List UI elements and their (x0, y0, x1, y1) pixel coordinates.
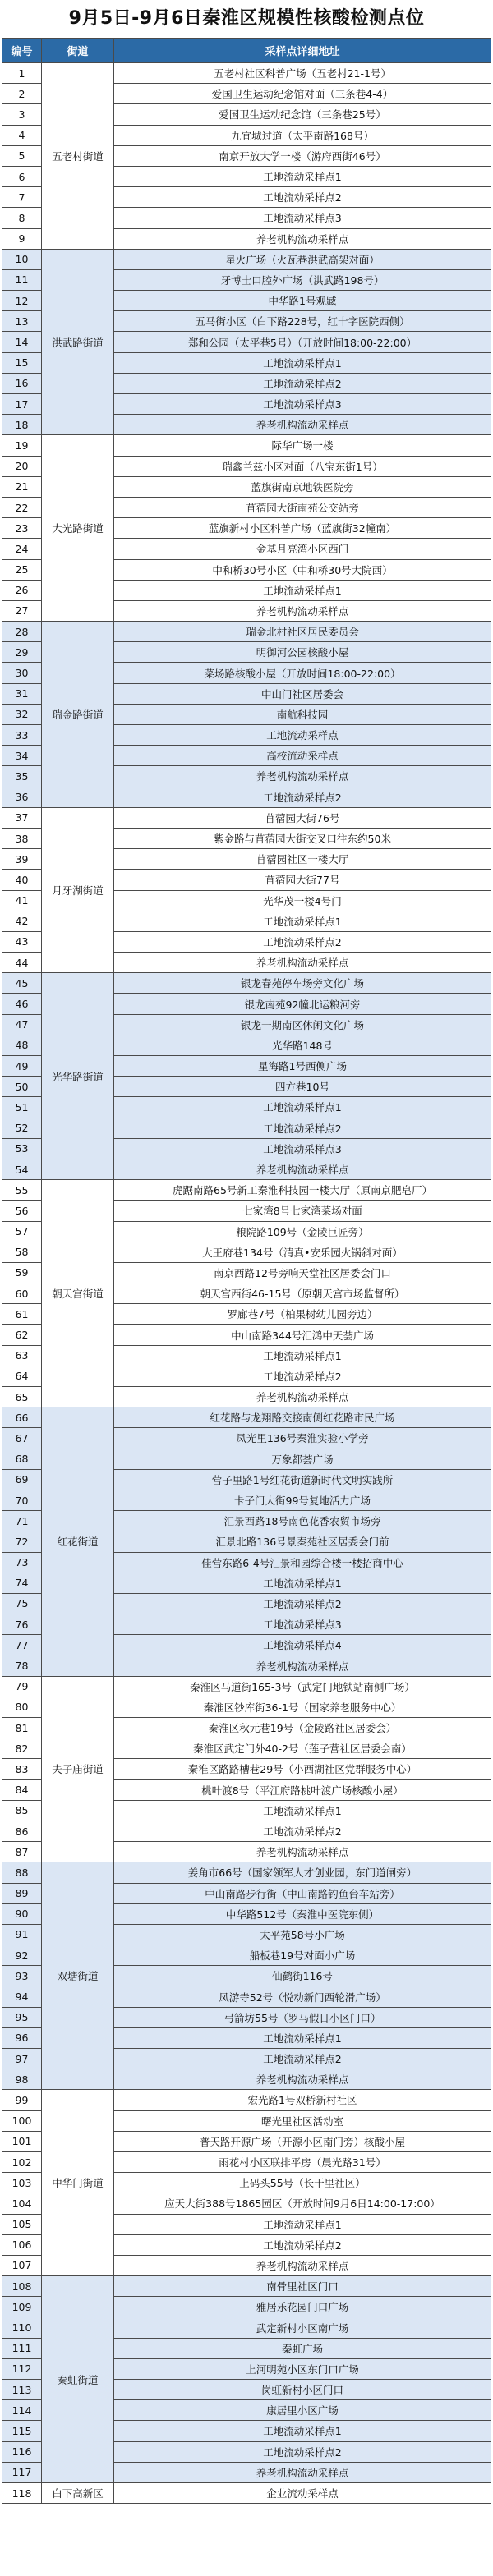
site-address: 曙光里社区活动室 (114, 2110, 491, 2131)
table-row (2, 435, 491, 456)
site-address: 工地流动采样点3 (114, 394, 491, 415)
row-number: 47 (2, 1014, 42, 1035)
row-number: 31 (2, 683, 42, 704)
row-number: 29 (2, 642, 42, 663)
site-address: 光华路148号 (114, 1035, 491, 1055)
row-number: 7 (2, 187, 42, 208)
row-number: 97 (2, 2049, 42, 2069)
site-address: 工地流动采样点1 (114, 1345, 491, 1366)
site-address: 星海路1号西侧广场 (114, 1056, 491, 1077)
row-number: 115 (2, 2421, 42, 2441)
street-cell: 洪武路街道 (42, 249, 114, 435)
site-address: 五老村社区科普广场（五老村21-1号） (114, 63, 491, 84)
site-address: 金基月亮湾小区西门 (114, 539, 491, 559)
row-number: 81 (2, 1718, 42, 1738)
row-number: 8 (2, 208, 42, 228)
site-address: 养老机构流动采样点 (114, 1842, 491, 1862)
site-address: 雨花村小区联排平房（晨光路31号） (114, 2151, 491, 2172)
site-address: 银龙南苑92幢北运粮河旁 (114, 994, 491, 1014)
site-address: 仙鹤街116号 (114, 1966, 491, 1986)
site-address: 工地流动采样点2 (114, 2049, 491, 2069)
site-address: 秦淮区钞库街36-1号（国家养老服务中心） (114, 1697, 491, 1717)
header-street: 街道 (42, 39, 114, 63)
site-address: 养老机构流动采样点 (114, 2069, 491, 2090)
site-address: 苜蓿园大街76号 (114, 807, 491, 828)
row-number: 56 (2, 1201, 42, 1221)
row-number: 46 (2, 994, 42, 1014)
row-number: 112 (2, 2358, 42, 2379)
row-number: 64 (2, 1366, 42, 1386)
row-number: 26 (2, 580, 42, 600)
site-address: 工地流动采样点1 (114, 911, 491, 931)
row-number: 14 (2, 332, 42, 352)
header-number: 编号 (2, 39, 42, 63)
row-number: 95 (2, 2007, 42, 2027)
row-number: 54 (2, 1159, 42, 1179)
row-number: 24 (2, 539, 42, 559)
site-address: 南京开放大学一楼（游府西街46号） (114, 145, 491, 166)
table-row (2, 973, 491, 994)
row-number: 20 (2, 456, 42, 476)
site-address: 四方巷10号 (114, 1077, 491, 1097)
row-number: 91 (2, 1924, 42, 1945)
table-row (2, 63, 491, 84)
site-address: 明御河公园核酸小屋 (114, 642, 491, 663)
row-number: 57 (2, 1221, 42, 1242)
row-number: 33 (2, 725, 42, 746)
site-address: 工地流动采样点1 (114, 580, 491, 600)
row-number: 96 (2, 2027, 42, 2048)
site-address: 凤光里136号秦淮实验小学旁 (114, 1428, 491, 1449)
street-cell: 五老村街道 (42, 63, 114, 250)
row-number: 23 (2, 518, 42, 539)
street-cell: 朝天宫街道 (42, 1180, 114, 1407)
site-address: 养老机构流动采样点 (114, 766, 491, 787)
site-address: 弓箭坊55号（罗马假日小区门口） (114, 2007, 491, 2027)
row-number: 75 (2, 1593, 42, 1614)
table-header (2, 39, 491, 63)
row-number: 30 (2, 663, 42, 683)
table-row (2, 1407, 491, 1428)
row-number: 78 (2, 1655, 42, 1676)
site-address: 中山南路步行街（中山南路钓鱼台车站旁） (114, 1883, 491, 1903)
site-address: 万象都荟广场 (114, 1449, 491, 1469)
site-address: 银龙春苑停车场旁文化广场 (114, 973, 491, 994)
row-number: 74 (2, 1573, 42, 1593)
site-address: 企业流动采样点 (114, 2482, 491, 2503)
row-number: 92 (2, 1945, 42, 1966)
site-address: 牙博士口腔外广场（洪武路198号） (114, 269, 491, 290)
site-address: 苜蓿园大街77号 (114, 870, 491, 890)
row-number: 13 (2, 311, 42, 332)
row-number: 65 (2, 1387, 42, 1407)
row-number: 98 (2, 2069, 42, 2090)
row-number: 67 (2, 1428, 42, 1449)
row-number: 87 (2, 1842, 42, 1862)
table-row (2, 2482, 491, 2503)
table-row (2, 1676, 491, 1697)
site-address: 中山南路344号汇鸿中天荟广场 (114, 1325, 491, 1345)
site-address: 养老机构流动采样点 (114, 1655, 491, 1676)
site-address: 工地流动采样点2 (114, 1366, 491, 1386)
site-address: 苜蓿园社区一楼大厅 (114, 849, 491, 870)
site-address: 南航科技园 (114, 704, 491, 724)
site-address: 中华路1号观臧 (114, 291, 491, 311)
row-number: 32 (2, 704, 42, 724)
row-number: 51 (2, 1097, 42, 1118)
site-address: 秦淮区路路槽巷29号（小西湖社区党群服务中心） (114, 1759, 491, 1779)
row-number: 116 (2, 2441, 42, 2462)
row-number: 44 (2, 953, 42, 973)
site-address: 瑞鑫兰兹小区对面（八宝东街1号） (114, 456, 491, 476)
site-address: 养老机构流动采样点 (114, 1159, 491, 1179)
street-cell: 月牙湖街道 (42, 807, 114, 973)
row-number: 38 (2, 828, 42, 848)
site-address: 粮院路109号（金陵巨匠旁） (114, 1221, 491, 1242)
row-number: 109 (2, 2297, 42, 2317)
site-address: 光华茂一楼4号门 (114, 890, 491, 911)
site-address: 养老机构流动采样点 (114, 600, 491, 621)
site-address: 工地流动采样点2 (114, 187, 491, 208)
site-address: 养老机构流动采样点 (114, 415, 491, 435)
site-address: 工地流动采样点4 (114, 1635, 491, 1655)
site-address: 九宜城过道（太平南路168号） (114, 125, 491, 145)
row-number: 48 (2, 1035, 42, 1055)
row-number: 99 (2, 2090, 42, 2110)
row-number: 63 (2, 1345, 42, 1366)
row-number: 10 (2, 249, 42, 269)
row-number: 16 (2, 373, 42, 393)
row-number: 42 (2, 911, 42, 931)
site-address: 工地流动采样点1 (114, 1800, 491, 1821)
row-number: 107 (2, 2255, 42, 2275)
row-number: 15 (2, 352, 42, 373)
street-cell: 红花街道 (42, 1407, 114, 1676)
row-number: 82 (2, 1738, 42, 1759)
row-number: 108 (2, 2276, 42, 2297)
site-address: 蓝旗街南京地铁医院旁 (114, 476, 491, 497)
sampling-sites-table (2, 38, 491, 2504)
row-number: 50 (2, 1077, 42, 1097)
site-address: 工地流动采样点2 (114, 1118, 491, 1138)
row-number: 101 (2, 2131, 42, 2151)
site-address: 秦虹广场 (114, 2338, 491, 2358)
street-cell: 瑞金路街道 (42, 622, 114, 808)
row-number: 102 (2, 2151, 42, 2172)
site-address: 工地流动采样点3 (114, 208, 491, 228)
site-address: 工地流动采样点2 (114, 931, 491, 952)
site-address: 罗廊巷7号（柏果树幼儿园旁边） (114, 1304, 491, 1325)
site-address: 银龙一期南区休闲文化广场 (114, 1014, 491, 1035)
site-address: 汇景北路136号景秦苑社区居委会门前 (114, 1531, 491, 1552)
row-number: 3 (2, 104, 42, 125)
site-address: 佳营东路6-4号汇景和园综合楼一楼招商中心 (114, 1552, 491, 1573)
row-number: 104 (2, 2193, 42, 2214)
site-address: 朝天宫西街46-15号（原朝天宫市场监督所） (114, 1283, 491, 1304)
row-number: 5 (2, 145, 42, 166)
site-address: 汇景西路18号南色花香农贸市场旁 (114, 1511, 491, 1531)
row-number: 76 (2, 1614, 42, 1635)
site-address: 工地流动采样点1 (114, 1573, 491, 1593)
site-address: 七家湾8号七家湾菜场对面 (114, 1201, 491, 1221)
site-address: 工地流动采样点1 (114, 2421, 491, 2441)
row-number: 72 (2, 1531, 42, 1552)
site-address: 大王府巷134号（清真•安乐园火锅斜对面） (114, 1242, 491, 1262)
row-number: 12 (2, 291, 42, 311)
site-address: 中和桥30号小区（中和桥30号大院西） (114, 559, 491, 580)
site-address: 瑞金北村社区居民委员会 (114, 622, 491, 642)
row-number: 85 (2, 1800, 42, 1821)
row-number: 68 (2, 1449, 42, 1469)
street-cell: 夫子庙街道 (42, 1676, 114, 1862)
site-address: 秦淮区马道街165-3号（武定门地铁站南侧广场） (114, 1676, 491, 1697)
row-number: 34 (2, 746, 42, 766)
site-address: 爱国卫生运动纪念馆对面（三条巷4-4） (114, 84, 491, 104)
table-row (2, 2276, 491, 2297)
row-number: 1 (2, 63, 42, 84)
site-address: 工地流动采样点2 (114, 1593, 491, 1614)
site-address: 桃叶渡8号（平江府路桃叶渡广场核酸小屋） (114, 1779, 491, 1800)
site-address: 雅居乐花园门口广场 (114, 2297, 491, 2317)
row-number: 52 (2, 1118, 42, 1138)
row-number: 11 (2, 269, 42, 290)
street-cell: 大光路街道 (42, 435, 114, 622)
row-number: 41 (2, 890, 42, 911)
row-number: 106 (2, 2234, 42, 2255)
row-number: 60 (2, 1283, 42, 1304)
row-number: 6 (2, 166, 42, 186)
site-address: 武定新村小区南广场 (114, 2317, 491, 2338)
row-number: 111 (2, 2338, 42, 2358)
site-address: 南骨里社区门口 (114, 2276, 491, 2297)
row-number: 40 (2, 870, 42, 890)
row-number: 100 (2, 2110, 42, 2131)
site-address: 爱国卫生运动纪念馆（三条巷25号） (114, 104, 491, 125)
site-address: 工地流动采样点1 (114, 2214, 491, 2234)
site-address: 上河明苑小区东门口广场 (114, 2358, 491, 2379)
site-address: 太平苑58号小广场 (114, 1924, 491, 1945)
row-number: 28 (2, 622, 42, 642)
site-address: 养老机构流动采样点 (114, 228, 491, 249)
site-address: 五马街小区（白下路228号，红十字医院西侧） (114, 311, 491, 332)
row-number: 9 (2, 228, 42, 249)
row-number: 94 (2, 1986, 42, 2007)
header-row (2, 39, 491, 63)
row-number: 90 (2, 1903, 42, 1924)
site-address: 养老机构流动采样点 (114, 953, 491, 973)
row-number: 45 (2, 973, 42, 994)
street-cell: 光华路街道 (42, 973, 114, 1180)
site-address: 中山门社区居委会 (114, 683, 491, 704)
row-number: 114 (2, 2400, 42, 2421)
row-number: 117 (2, 2462, 42, 2482)
site-address: 苜蓿园大街南苑公交站旁 (114, 497, 491, 517)
site-address: 营子里路1号红花街道新时代文明实践所 (114, 1469, 491, 1490)
site-address: 秦淮区武定门外40-2号（莲子营社区居委会南） (114, 1738, 491, 1759)
site-address: 蓝旗新村小区科普广场（蓝旗街32幢南） (114, 518, 491, 539)
row-number: 105 (2, 2214, 42, 2234)
row-number: 17 (2, 394, 42, 415)
row-number: 86 (2, 1821, 42, 1841)
page-title: 9月5日-9月6日秦淮区规模性核酸检测点位 (68, 8, 425, 29)
site-address: 工地流动采样点1 (114, 352, 491, 373)
site-address: 工地流动采样点2 (114, 2441, 491, 2462)
row-number: 18 (2, 415, 42, 435)
header-address: 采样点详细地址 (114, 39, 491, 63)
site-address: 工地流动采样点 (114, 725, 491, 746)
street-cell: 中华门街道 (42, 2090, 114, 2276)
site-address: 高校流动采样点 (114, 746, 491, 766)
row-number: 84 (2, 1779, 42, 1800)
site-address: 工地流动采样点3 (114, 1138, 491, 1159)
row-number: 43 (2, 931, 42, 952)
row-number: 77 (2, 1635, 42, 1655)
row-number: 80 (2, 1697, 42, 1717)
site-address: 红花路与龙翔路交接南侧红花路市民广场 (114, 1407, 491, 1428)
site-address: 郑和公园（太平巷5号）（开放时间18:00-22:00） (114, 332, 491, 352)
site-address: 船板巷19号对面小广场 (114, 1945, 491, 1966)
site-address: 工地流动采样点2 (114, 787, 491, 807)
site-address: 工地流动采样点1 (114, 166, 491, 186)
row-number: 59 (2, 1262, 42, 1283)
row-number: 27 (2, 600, 42, 621)
site-address: 卡子门大街99号复地活力广场 (114, 1490, 491, 1510)
site-address: 康居里小区广场 (114, 2400, 491, 2421)
row-number: 25 (2, 559, 42, 580)
table-row (2, 249, 491, 269)
row-number: 61 (2, 1304, 42, 1325)
site-address: 应天大街388号1865园区（开放时间9月6日14:00-17:00） (114, 2193, 491, 2214)
table-row (2, 2090, 491, 2110)
site-address: 工地流动采样点1 (114, 2027, 491, 2048)
site-address: 姜角市66号（国家领军人才创业园，东门道闸旁） (114, 1862, 491, 1883)
row-number: 89 (2, 1883, 42, 1903)
row-number: 83 (2, 1759, 42, 1779)
row-number: 69 (2, 1469, 42, 1490)
row-number: 19 (2, 435, 42, 456)
street-cell: 白下高新区 (42, 2482, 114, 2503)
site-address: 宏光路1号双桥新村社区 (114, 2090, 491, 2110)
row-number: 110 (2, 2317, 42, 2338)
site-address: 紫金路与苜蓿园大街交叉口往东约50米 (114, 828, 491, 848)
site-address: 南京西路12号旁响天堂社区居委会门口 (114, 1262, 491, 1283)
table-row (2, 622, 491, 642)
row-number: 39 (2, 849, 42, 870)
site-address: 际华广场一楼 (114, 435, 491, 456)
site-address: 菜场路核酸小屋（开放时间18:00-22:00） (114, 663, 491, 683)
row-number: 37 (2, 807, 42, 828)
row-number: 2 (2, 84, 42, 104)
table-row (2, 1862, 491, 1883)
site-address: 秦淮区秋元巷19号（金陵路社区居委会） (114, 1718, 491, 1738)
site-address: 工地流动采样点3 (114, 1614, 491, 1635)
table-row (2, 807, 491, 828)
street-cell: 双塘街道 (42, 1862, 114, 2090)
site-address: 上码头55号（长干里社区） (114, 2173, 491, 2193)
site-address: 普天路开源广场（开源小区南门旁）核酸小屋 (114, 2131, 491, 2151)
row-number: 73 (2, 1552, 42, 1573)
row-number: 93 (2, 1966, 42, 1986)
row-number: 55 (2, 1180, 42, 1201)
site-address: 中华路512号（秦淮中医院东侧） (114, 1903, 491, 1924)
row-number: 36 (2, 787, 42, 807)
site-address: 虎踞南路65号新工秦淮科技园一楼大厅（原南京肥皂厂） (114, 1180, 491, 1201)
row-number: 71 (2, 1511, 42, 1531)
table-body (2, 63, 491, 2504)
row-number: 79 (2, 1676, 42, 1697)
row-number: 62 (2, 1325, 42, 1345)
row-number: 88 (2, 1862, 42, 1883)
row-number: 103 (2, 2173, 42, 2193)
row-number: 118 (2, 2482, 42, 2503)
site-address: 工地流动采样点2 (114, 2234, 491, 2255)
street-cell: 秦虹街道 (42, 2276, 114, 2483)
row-number: 70 (2, 1490, 42, 1510)
row-number: 113 (2, 2380, 42, 2400)
row-number: 49 (2, 1056, 42, 1077)
site-address: 岗虹新村小区门口 (114, 2380, 491, 2400)
row-number: 35 (2, 766, 42, 787)
site-address: 星火广场（火瓦巷洪武高架对面） (114, 249, 491, 269)
row-number: 22 (2, 497, 42, 517)
table-row (2, 1180, 491, 1201)
site-address: 养老机构流动采样点 (114, 2462, 491, 2482)
site-address: 工地流动采样点1 (114, 1097, 491, 1118)
row-number: 58 (2, 1242, 42, 1262)
site-address: 工地流动采样点2 (114, 373, 491, 393)
site-address: 养老机构流动采样点 (114, 1387, 491, 1407)
row-number: 66 (2, 1407, 42, 1428)
site-address: 养老机构流动采样点 (114, 2255, 491, 2275)
site-address: 工地流动采样点2 (114, 1821, 491, 1841)
site-address: 凤游寺52号（悦动新门西轮滑广场） (114, 1986, 491, 2007)
row-number: 53 (2, 1138, 42, 1159)
row-number: 21 (2, 476, 42, 497)
row-number: 4 (2, 125, 42, 145)
